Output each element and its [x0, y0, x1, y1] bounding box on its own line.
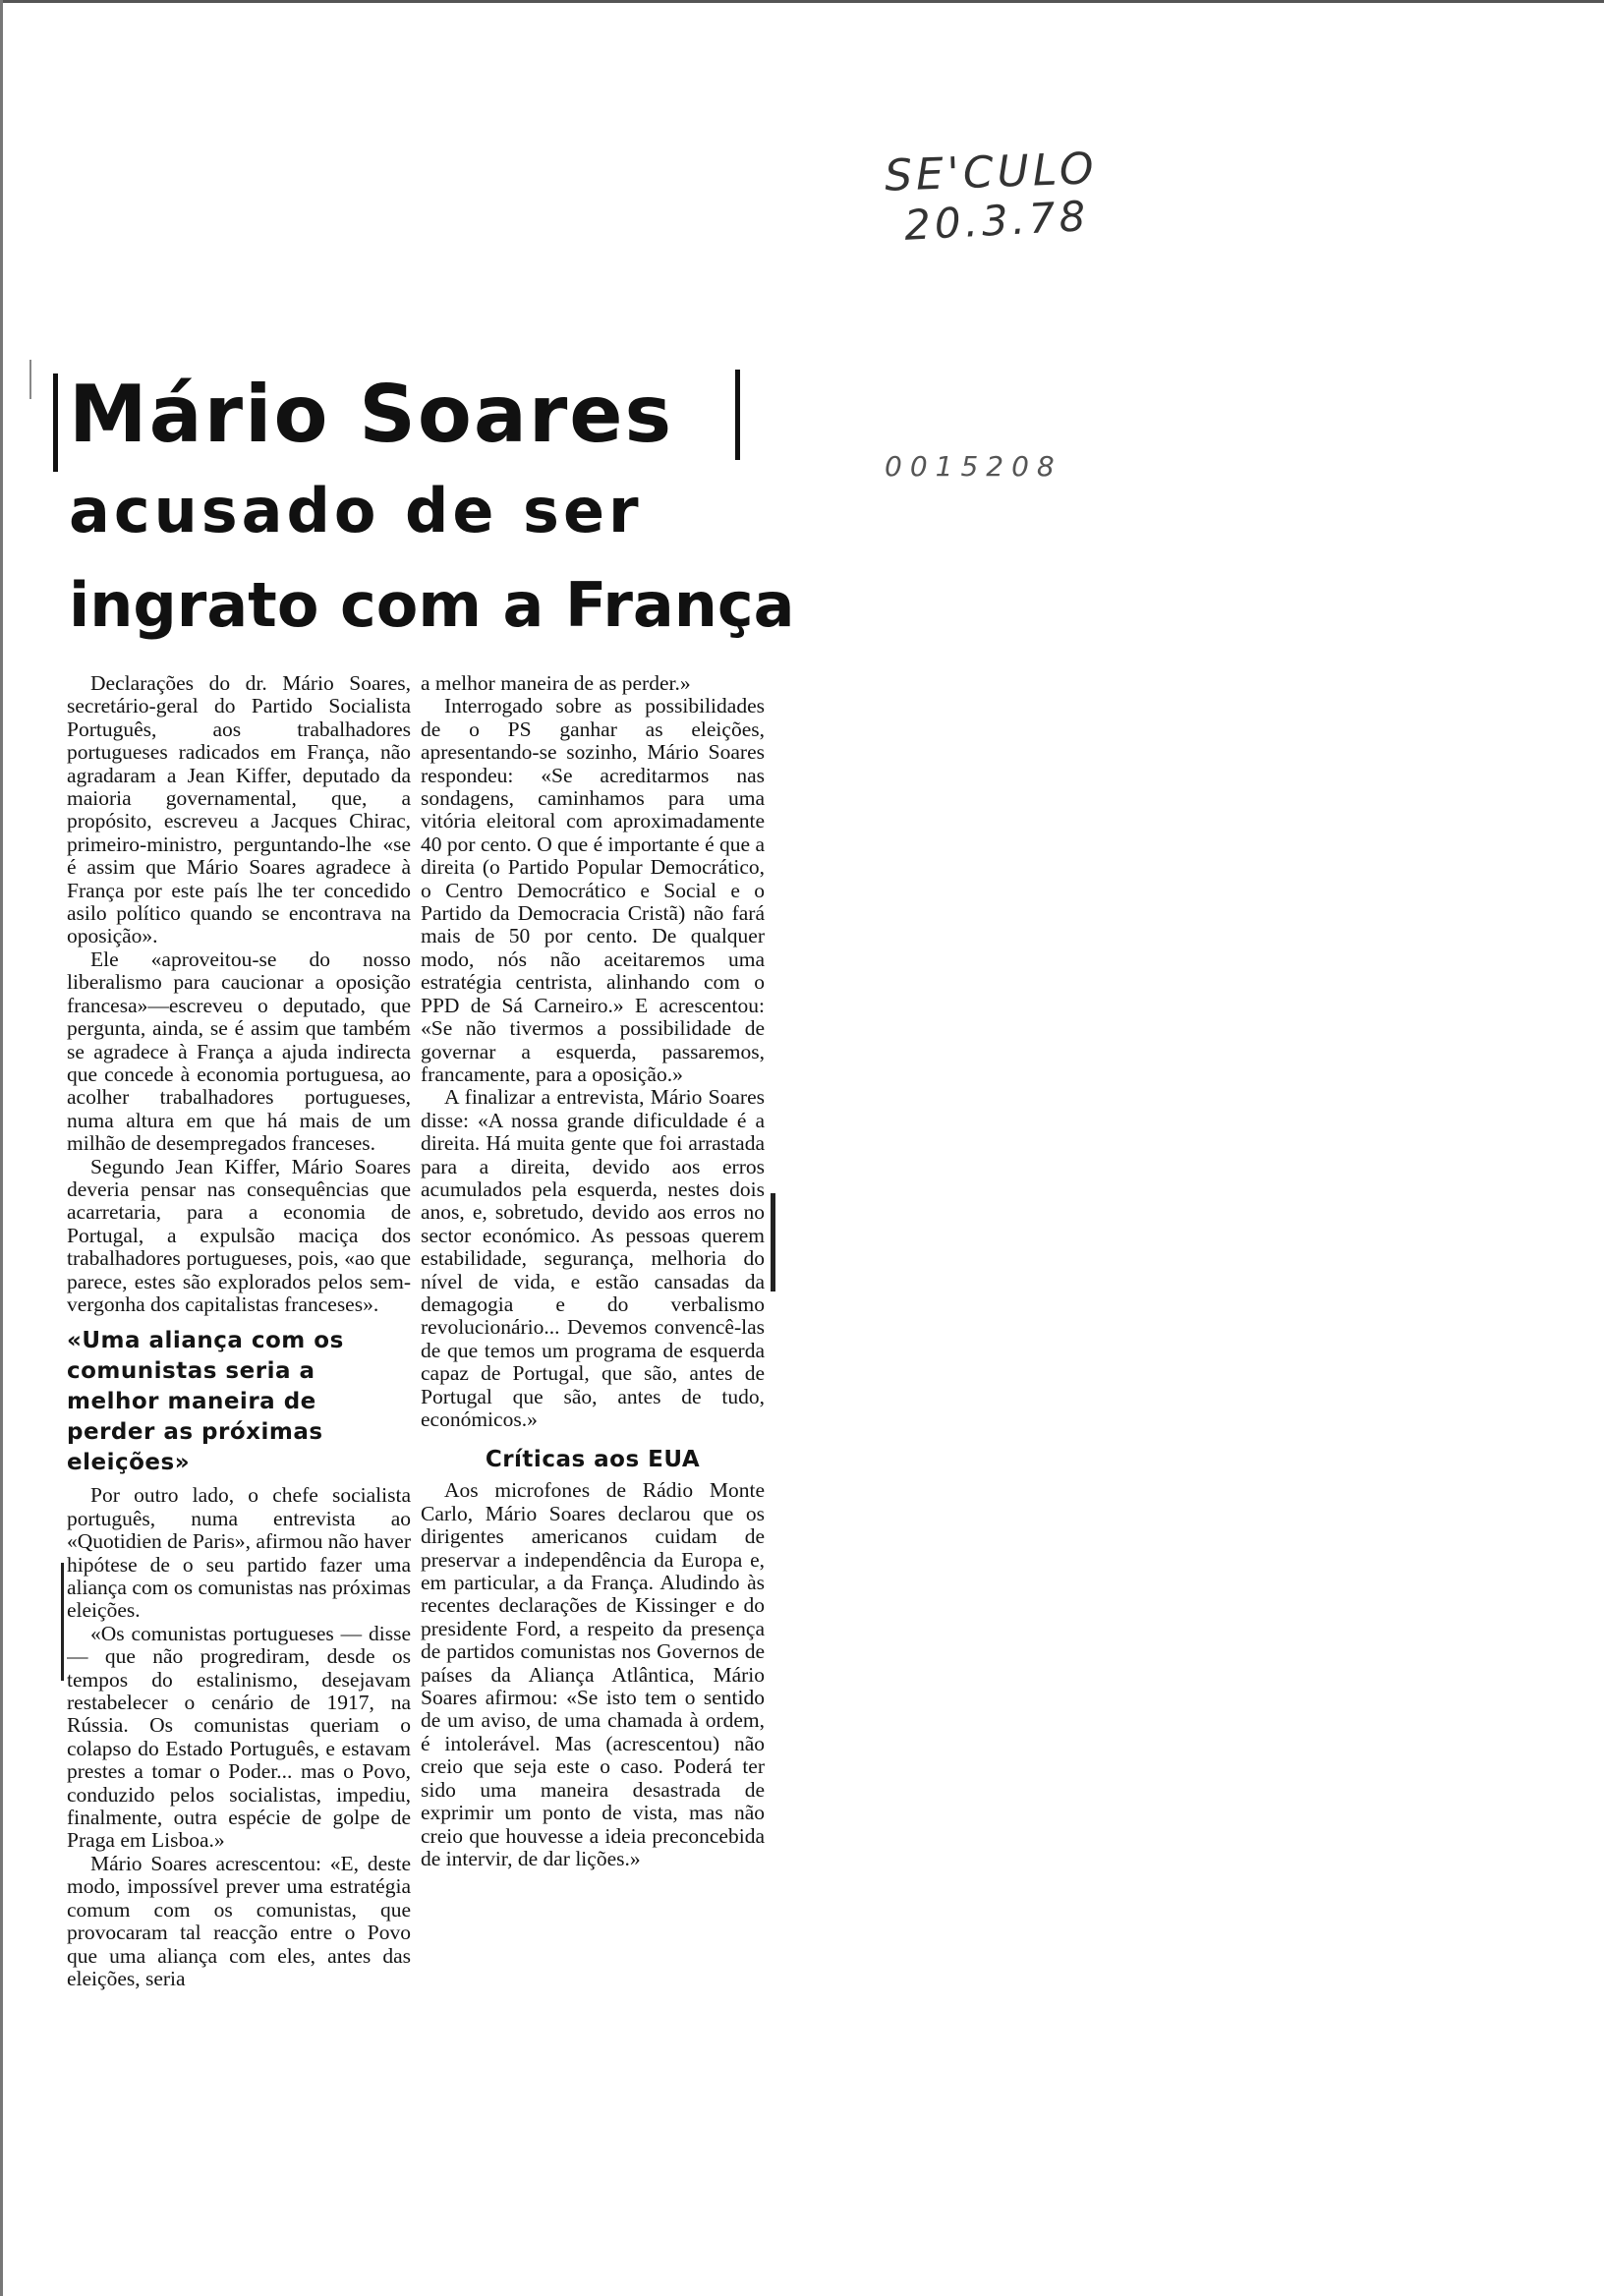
paragraph: Ele «aproveitou-se do nosso liberalismo para caucionar a oposição francesa»—escreveu o deputado, que pergunta, ainda, se é assim que também se agradece à França a ajuda indirecta que concede à economia portuguesa, ao acolher trabalhadores portugueses, numa altura em que há mais de um milhão de desempregados franceses. [67, 947, 411, 1156]
scan-mark [29, 360, 31, 399]
paragraph: «Os comunistas portugueses — disse — que não progrediram, desde os tempos do estalinismo, desejavam restabelecer o cenário de 1917, na Rússia. Os comunistas queriam o colapso do Estado Português, e estavam prestes a tomar o Poder... mas o Povo, conduzido pelos socialistas, impediu, finalmente, outra espécie de golpe de Praga em Lisboa.» [67, 1621, 411, 1853]
headline-line-1: Mário Soares [69, 369, 674, 460]
headline-line-3: ingrato com a França [69, 569, 795, 641]
paragraph: Por outro lado, o chefe socialista português, numa entrevista ao «Quotidien de Paris», afirmou não haver hipótese de o seu partido fazer uma aliança com os comunistas nas próximas eleições. [67, 1483, 411, 1623]
article-column-1 [67, 672, 411, 2296]
paragraph: Segundo Jean Kiffer, Mário Soares deveria pensar nas consequências que acarretaria, para a economia de Portugal, a expulsão maciça dos trabalhadores portugueses, pois, «ao que parece, estes são explorados pelos sem-vergonha dos capitalistas franceses». [67, 1154, 411, 1316]
paragraph: Interrogado sobre as possibilidades de o PS ganhar as eleições, apresentando-se sozinho, Mário Soares respondeu: «Se acreditarmos nas sondagens, caminhamos para uma vitória eleitoral com aproximadamente 40 por cento. O que é importante é que a direita (o Partido Popular Democrático, o Centro Democrático e Social e o Partido da Democracia Cristã) não fará mais de 50 por cento. De qualquer modo, nós não aceitaremos uma estratégia centrista, alinhando com o PPD de Sá Carneiro.» E acrescentou: «Se não tivermos a possibilidade de governar a esquerda, passaremos, francamente, para a oposição.» [421, 694, 765, 1086]
paragraph: Mário Soares acrescentou: «E, deste modo, impossível prever uma estratégia comum com os comunistas, que provocaram tal reacção entre o Povo que uma aliança com eles, antes das eleições, seria [67, 1851, 411, 1990]
paragraph: Declarações do dr. Mário Soares, secretário-geral do Partido Socialista Português, aos trabalhadores portugueses radicados em França, não agradaram a Jean Kiffer, deputado da maioria governamental, que, a propósito, escreveu a Jacques Chirac, primeiro-ministro, perguntando-lhe «se é assim que Mário Soares agradece à França por este país lhe ter concedido asilo político quando se encontrava na oposição». [67, 672, 411, 948]
headline-line-2: acusado de ser [69, 475, 643, 546]
subheading-alliance: «Uma aliança com os comunistas seria a melhor maneira de perder as próximas eleições» [67, 1328, 344, 1476]
clipping-top-edge [0, 0, 1604, 3]
subheading-usa-criticism: Críticas aos EUA [485, 1447, 701, 1473]
margin-mark [61, 1563, 64, 1681]
clipping-left-edge [0, 0, 3, 2296]
paragraph: A finalizar a entrevista, Mário Soares disse: «A nossa grande dificuldade é a direita. Há muita gente que foi arrastada para a direita, devido aos erros acumulados pela esquerda, nestes dois anos, e, sobretudo, devido aos erros no sector económico. As pessoas querem estabilidade, segurança, melhoria do nível de vida, e estão cansadas da demagogia e do verbalismo revolucionário... Devemos convencê-las de que temos um programa de esquerda capaz de Portugal, que são, antes de Portugal que são, antes de tudo, económicos.» [421, 1085, 765, 1431]
article-headline [69, 366, 795, 653]
margin-mark [771, 1193, 775, 1292]
handwritten-source-note: SE'CULO [884, 144, 1099, 201]
article-column-2 [421, 672, 765, 2296]
paragraph-continued: a melhor maneira de as perder.» [421, 672, 691, 695]
headline-left-rule [53, 373, 58, 472]
handwritten-archive-number: 0015208 [885, 450, 1062, 483]
paragraph: Aos microfones de Rádio Monte Carlo, Mário Soares declarou que os dirigentes americanos cuidam de preservar a independência da Europa e, em particular, a da França. Aludindo às recentes declarações de Kissinger e do presidente Ford, a respeito da presença de partidos comunistas nos Governos de países da Aliança Atlântica, Mário Soares afirmou: «Se isto tem o sentido de um aviso, de uma chamada à ordem, é intolerável. Mas (acrescentou) não creio que seja este o caso. Poderá ter sido uma maneira desastrada de exprimir um ponto de vista, mas não creio que houvesse a ideia preconcebida de intervir, de dar lições.» [421, 1478, 765, 1870]
handwritten-date-note: 20.3.78 [902, 192, 1091, 250]
